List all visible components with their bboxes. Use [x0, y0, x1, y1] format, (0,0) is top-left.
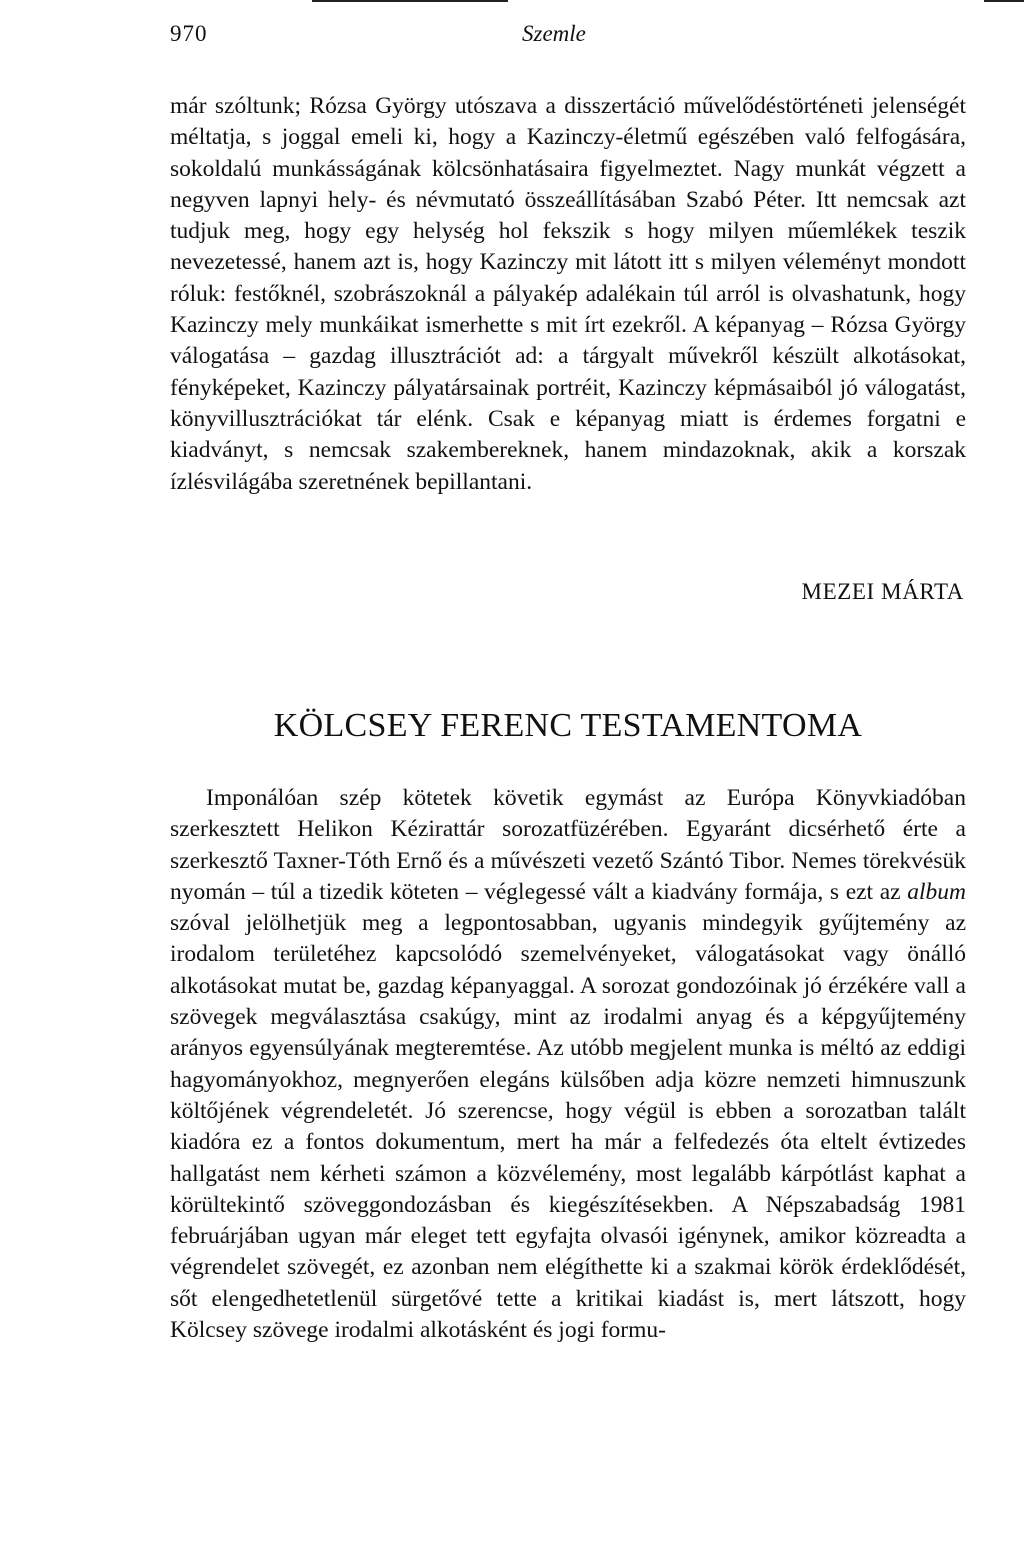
- review-one-paragraph: már szóltunk; Rózsa György utószava a disszertáció művelődéstörténeti jelenségét méltatja, s joggal emeli ki, hogy a Kazinczy-életmű egészében való felfogására, sokoldalú munkásságának kölcsönhatásaira figyelmeztet. Nagy munkát végzett a negyven lapnyi hely- és névmutató összeállításában Szabó Péter. Itt nemcsak azt tudjuk meg, hogy egy helység hol fekszik s hogy milyen műemlékek teszik nevezetessé, hanem azt is, hogy Kazinczy mit látott itt s milyen véleményt mondott róluk: festőknél, szobrászoknál a pályakép adalékain túl arról is olvashatunk, hogy Kazinczy mely munkáikat ismerhette s mit írt ezekről. A képanyag – Rózsa György válogatása – gazdag illusztrációt ad: a tárgyalt művekről készült alkotásokat, fényképeket, Kazinczy pályatársainak portréit, Kazinczy képmásaiból jó válogatást, könyvillusztrációkat tár elénk. Csak e képanyag miatt is érdemes forgatni e kiadványt, s nemcsak szakembereknek, hanem mindazoknak, akik a korszak ízlésvilágába szeretnének bepillantani.: [170, 93, 966, 495]
- review-two-text-part2: szóval jelölhetjük meg a legpontosabban, ugyanis mindegyik gyűjtemény az irodalom területéhez kapcsolódó szemelvényeket, válogatásokat vagy önálló alkotásokat mutat be, gazdag képanyaggal. A sorozat gondozóinak jó érzékére vall a szövegek megválasztása csakúgy, mint az irodalmi anyag és a képgyűjtemény arányos egyensúlyának megteremtése. Az utóbb megjelent munka is méltó az eddigi hagyományokhoz, megnyerően elegáns külsőben adja közre nemzeti himnuszunk költőjének végrendeletét. Jó szerencse, hogy végül is ebben a sorozatban talált kiadóra ez a fontos dokumentum, mert ha már a felfedezés óta eltelt évtizedes hallgatást nem kérheti számon a közvélemény, most legalább kárpótlást kaphat a körültekintő szöveggondozásban és kiegészítésekben. A Népszabadság 1981 februárjában ugyan már eleget tett egyfajta olvasói igénynek, amikor közreadta a végrendelet szövegét, ez azonban nem elégíthette ki a szakmai körök érdeklődését, sőt elengedhetetlenül sürgetővé tette a kritikai kiadást is, mert látszott, hogy Kölcsey szövege irodalmi alkotásként és jogi formu-: [170, 910, 966, 1344]
- review-two-paragraph: [170, 783, 966, 1346]
- review-one-signature: MEZEI MÁRTA: [801, 579, 964, 604]
- page-header: [170, 21, 960, 51]
- page-number: 970: [170, 21, 208, 46]
- review-two-body: [170, 783, 966, 1346]
- review-continuation: [170, 91, 966, 498]
- italic-word: album: [907, 878, 966, 905]
- section-title: KÖLCSEY FERENC TESTAMENTOMA: [273, 707, 863, 744]
- corner-rule: [984, 0, 1024, 2]
- top-rule: [312, 0, 508, 2]
- running-head: Szemle: [522, 21, 586, 46]
- review-two-text-part1: Imponálóan szép kötetek követik egymást az Európa Könyvkiadóban szerkesztett Helikon Kézirattár sorozatfüzérében. Egyaránt dicsérhető érte a szerkesztő Taxner-Tóth Ernő és a művészeti vezető Szántó Tibor. Nemes törekvésük nyomán – túl a tizedik köteten – véglegessé vált a kiadvány formája, s ezt az: [170, 785, 966, 905]
